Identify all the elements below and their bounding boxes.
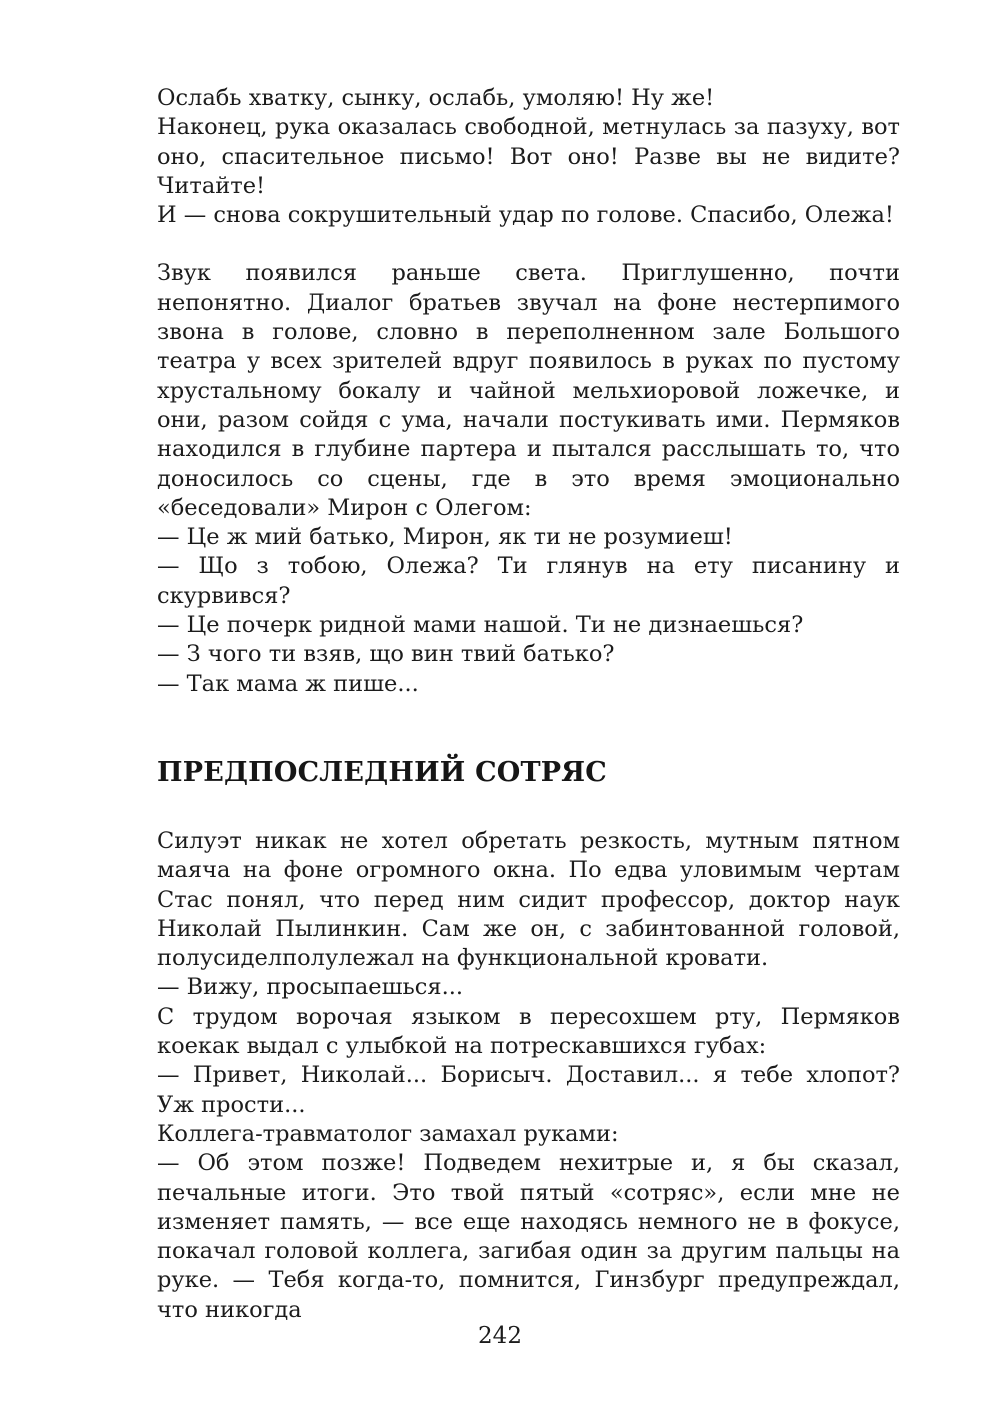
text-block-3 [157, 827, 900, 1325]
text-block-2 [157, 259, 900, 698]
dialogue-line: — Це ж мий батько, Мирон, як ти не розумиеш! [157, 524, 733, 551]
paragraph: Коллега-травматолог замахал руками: [157, 1120, 619, 1147]
chapter-break [157, 699, 900, 757]
paragraph: Наконец, рука оказалась свободной, метнулась за пазуху, вот оно, спасительное письмо! Вот оно! Разве вы не видите? Читайте! [157, 114, 900, 199]
page-body [157, 84, 900, 1325]
dialogue-line: — Привет, Николай... Борисыч. Доставил... я тебе хлопот? Уж прости... [157, 1062, 900, 1118]
dialogue-line: — Що з тобою, Олежа? Ти глянув на ету писанину и скурвився? [157, 553, 900, 609]
dialogue-line: — З чого ти взяв, що вин твий батько? [157, 641, 615, 668]
chapter-title: ПРЕДПОСЛЕДНИЙ СОТРЯС [157, 756, 607, 788]
paragraph: Силуэт никак не хотел обретать резкость, мутным пятном маяча на фоне огромного окна. По едва уловимым чертам Стас понял, что перед ним сидит профессор, доктор наук Николай Пылинкин. Сам же он, с забинтованной головой, полусиделполулежал на функциональной кровати. [157, 827, 900, 972]
paragraph: И — снова сокрушительный удар по голове. Спасибо, Олежа! [157, 202, 894, 229]
text-block-1 [157, 84, 900, 230]
paragraph: Звук появился раньше света. Приглушенно, почти непонятно. Диалог братьев звучал на фоне нестерпимого звона в голове, словно в переполненном зале Большого театра у всех зрителей вдруг появилось в руках по пустому хрустальному бокалу и чайной мельхиоровой ложечке, и они, разом сойдя с ума, начали постукивать ими. Пермяков находился в глубине партера и пытался расслышать то, что доносилось со сцены, где в это время эмоционально «беседовали» Мирон с Олегом: [157, 260, 900, 521]
dialogue-line: — Об этом позже! Подведем нехитрые и, я бы сказал, печальные итоги. Это твой пятый «сотряс», если мне не изменяет память, — все еще находясь немного не в фокусе, покачал головой коллега, загибая один за другим пальцы на руке. — Тебя когда-то, помнится, Гинзбург предупреждал, что никогда [157, 1150, 900, 1323]
paragraph: С трудом ворочая языком в пересохшем рту, Пермяков коекак выдал с улыбкой на потрескавшихся губах: [157, 1003, 900, 1060]
dialogue-line: — Так мама ж пише... [157, 670, 419, 697]
dialogue-line: — Це почерк ридной мами нашой. Ти не дизнаешься? [157, 612, 804, 639]
section-break [157, 230, 900, 259]
dialogue-line: — Вижу, просыпаешься... [157, 974, 464, 1001]
paragraph: Ослабь хватку, сынку, ослабь, умоляю! Ну же! [157, 85, 715, 111]
page-number: 242 [478, 1323, 522, 1349]
heading-gap [157, 789, 900, 827]
